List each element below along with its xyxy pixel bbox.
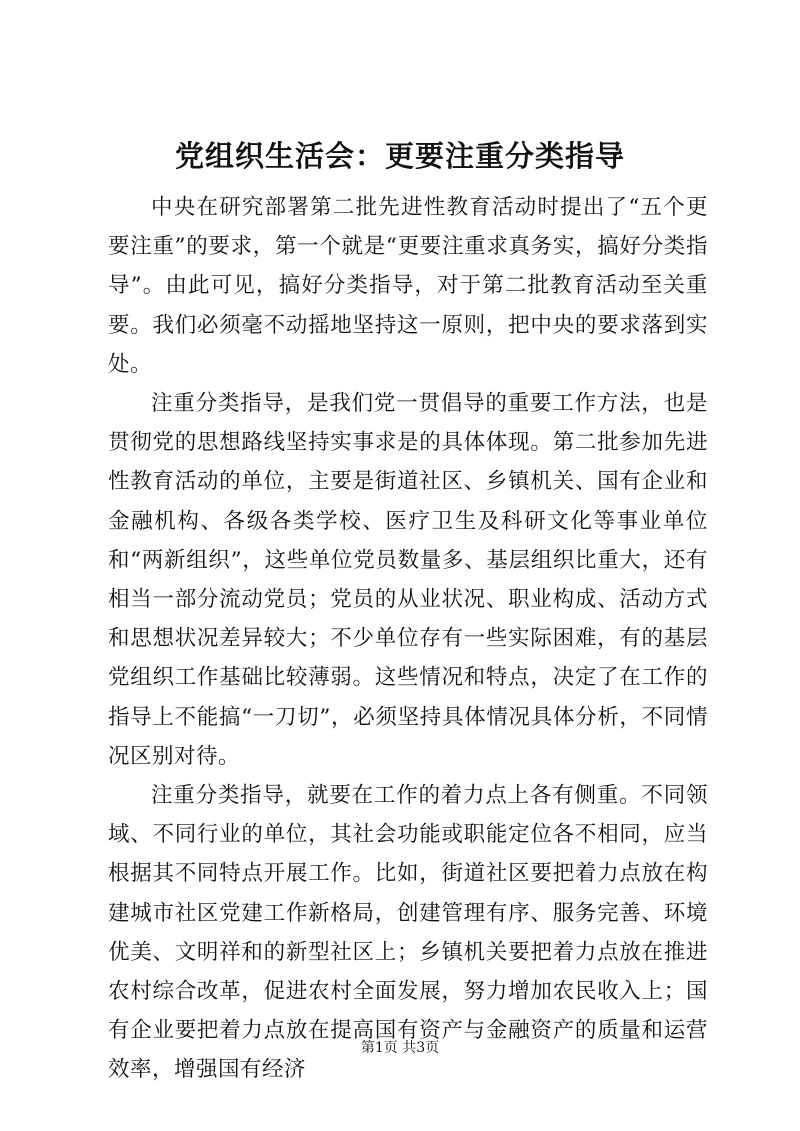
paragraph: 中央在研究部署第二批先进性教育活动时提出了“五个更要注重”的要求，第一个就是“更要注重求真务实，搞好分类指导”。由此可见，搞好分类指导，对于第二批教育活动至关重要。我们必须毫不动摇地坚持这一原则，把中央的要求落到实处。: [108, 195, 708, 377]
paragraph: 注重分类指导，就要在工作的着力点上各有侧重。不同领域、不同行业的单位，其社会功能或职能定位各不相同，应当根据其不同特点开展工作。比如，街道社区要把着力点放在构建城市社区党建工作新格局，创建管理有序、服务完善、环境优美、文明祥和的新型社区上；乡镇机关要把着力点放在推进农村综合改革，促进农村全面发展，努力增加农民收入上；国有企业要把着力点放在提高国有资产与金融资产的质量和运营效率，增强国有经济: [108, 783, 708, 1083]
page-number: 第1页 共3页: [360, 1040, 440, 1056]
paragraph: 注重分类指导，是我们党一贯倡导的重要工作方法，也是贯彻党的思想路线坚持实事求是的具体体现。第二批参加先进性教育活动的单位，主要是街道社区、乡镇机关、国有企业和金融机构、各级各类学校、医疗卫生及科研文化等事业单位和“两新组织”，这些单位党员数量多、基层组织比重大，还有相当一部分流动党员；党员的从业状况、职业构成、活动方式和思想状况差异较大；不少单位存有一些实际困难，有的基层党组织工作基础比较薄弱。这些情况和特点，决定了在工作的指导上不能搞“一刀切”，必须坚持具体情况具体分析，不同情况区别对待。: [108, 391, 708, 769]
page-title: 党组织生活会：更要注重分类指导: [174, 139, 625, 173]
document-body: [108, 188, 708, 1090]
